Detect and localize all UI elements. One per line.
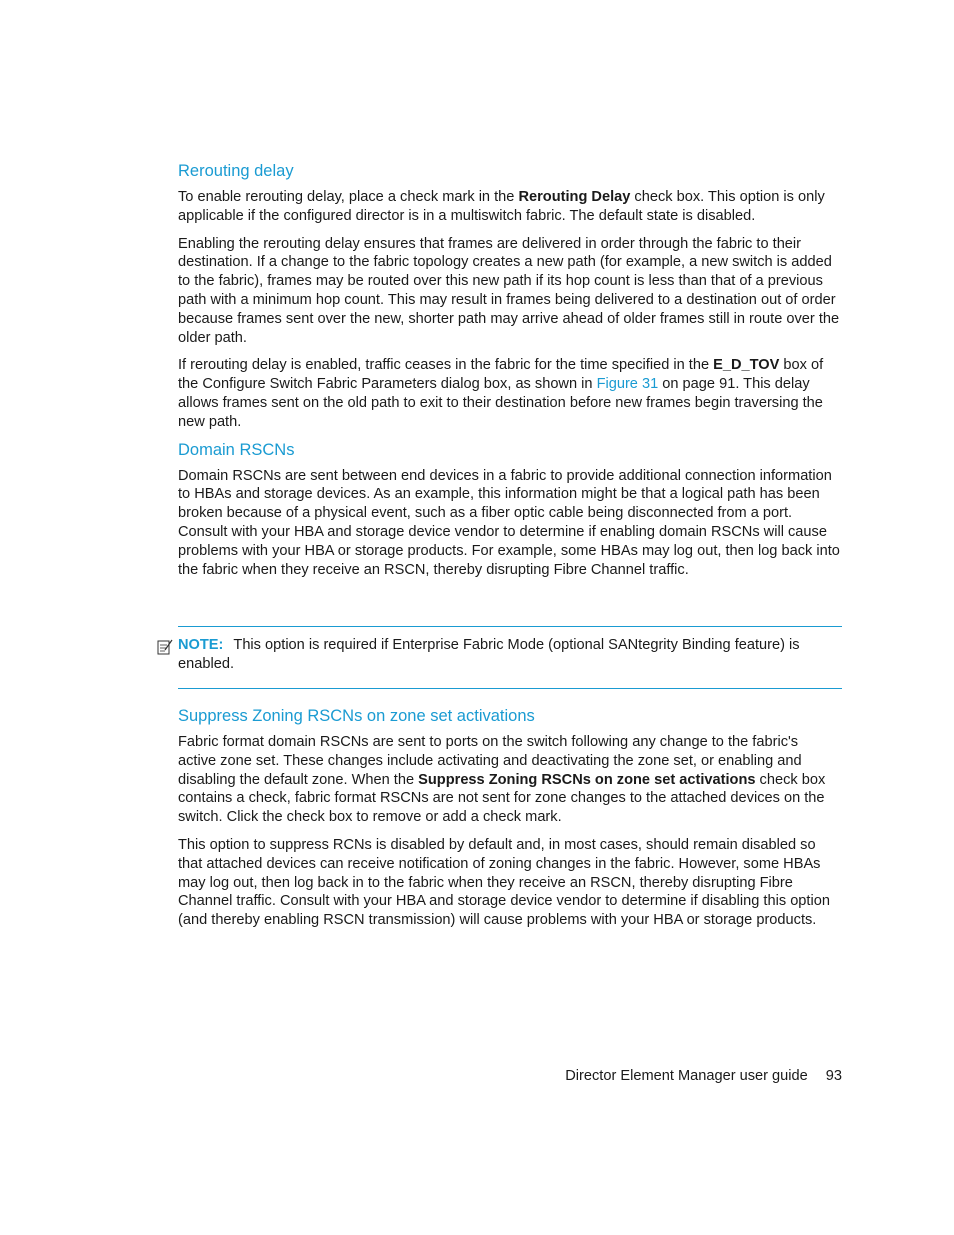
footer-title: Director Element Manager user guide [565,1068,808,1084]
heading-rerouting-delay: Rerouting delay [178,162,294,180]
figure-link[interactable]: Figure 31 [596,376,659,393]
bold-term: Suppress Zoning RSCNs on zone set activations [418,771,756,788]
bold-term: E_D_TOV [713,357,780,374]
paragraph: Domain RSCNs are sent between end devices in a fabric to provide additional connection information to HBAs and storage devices. As an example, this information might be that a logical path has been broken because of a physical event, such as a fiber optic cable being disconnected from a port. Consult with your HBA and storage device vendor to determine if enabling domain RSCNs will cause problems with your HBA or storage products. For example, some HBAs may log out, then log back into the fabric when they receive an RSCN, thereby disrupting Fibre Channel traffic. [178,467,840,578]
text: To enable rerouting delay, place a check mark in the [178,189,519,205]
heading-domain-rscns: Domain RSCNs [178,440,295,459]
paragraph [178,356,840,431]
page-body-lower [178,705,840,930]
page-body [178,160,840,579]
text: on page 91. This delay allows frames sent on the old path to exit to their destination before new frames begin traversing the new path. [178,376,823,430]
paragraph: This option to suppress RCNs is disabled by default and, in most cases, should remain disabled so that attached devices can receive notification of zoning changes in the fabric. However, some HBAs may log out, then log back in to the fabric when they receive an RSCN, thereby disrupting Fibre Channel traffic. Consult with your HBA and storage device vendor to determine if disabling this option (and thereby enabling RSCN transmission) will cause problems with your HBA or storage products. [178,836,830,929]
paragraph: Enabling the rerouting delay ensures that frames are delivered in order through the fabric to their destination. If a change to the fabric topology creates a new path (for example, a new switch is added to the fabric), frames may be routed over this new path if its hop count is less than that of a previous path with a minimum hop count. This may result in frames being delivered to a destination out of order because frames sent over the new, shorter path may arrive ahead of older frames still in route over the older path. [178,235,840,346]
bold-term: Rerouting Delay [518,189,631,205]
text: Fabric format domain RSCNs are sent to ports on the switch following any change to the fabric's active zone set. These changes include activating and deactivating the zone set, or enabling and disabling the default zone. When the [178,734,802,788]
text: If rerouting delay is enabled, traffic ceases in the fabric for the time specified in the [178,357,714,374]
note-pad-icon [156,638,174,656]
page-footer [565,1067,842,1085]
note-bottom-rule [178,688,842,689]
note-top-rule [178,626,842,627]
heading-suppress-zoning: Suppress Zoning RSCNs on zone set activations [178,707,535,725]
text: check box. This option is only applicable if the configured director is in a multiswitch fabric. The default state is disabled. [178,189,825,224]
note-box [178,636,840,674]
paragraph [178,188,840,226]
note-text: This option is required if Enterprise Fabric Mode (optional SANtegrity Binding feature) is enabled. [178,637,800,672]
page-number: 93 [825,1068,842,1084]
paragraph [178,733,840,827]
text: box of the Configure Switch Fabric Parameters dialog box, as shown in [178,357,824,393]
text: check box contains a check, fabric format RSCNs are not sent for zone changes to the attached devices on the switch. Click the check box to remove or add a check mark. [178,771,826,826]
note-label: NOTE: [178,637,224,653]
